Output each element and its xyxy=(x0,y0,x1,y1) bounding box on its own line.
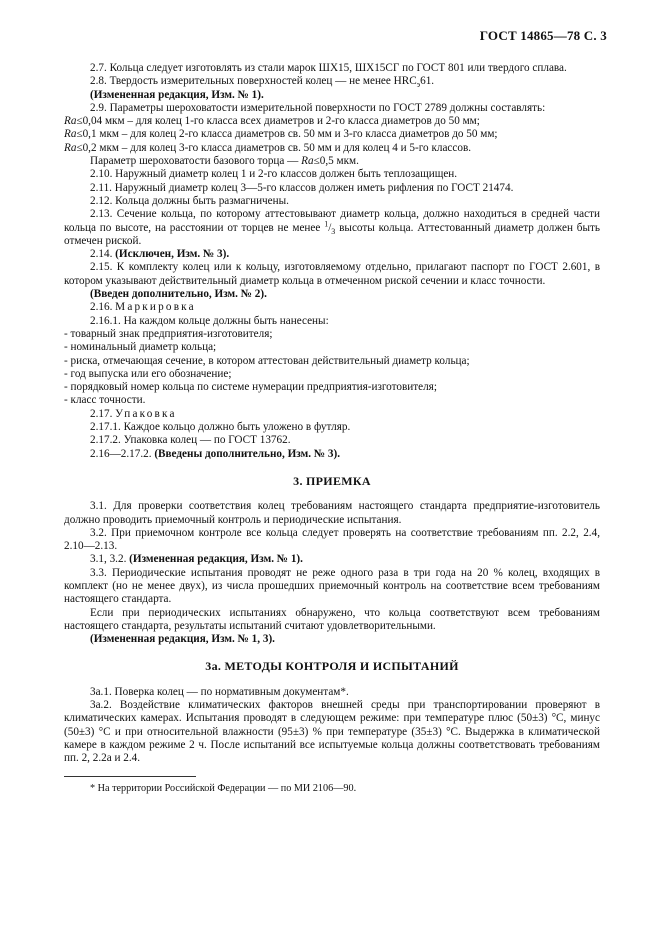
marking-list xyxy=(64,328,600,408)
clause-2-8: 2.8. Твердость измерительных поверхностей колец — не менее $HRC_э61$. xyxy=(90,75,435,90)
section-heading-acceptance: 3. ПРИЕМКА xyxy=(293,473,371,488)
clause-3a-2: 3а.2. Воздействие климатических факторов внешней среды при транспортировании проверяют в климатических камерах. Испытания проводят в следующем режиме: при температуре плюс (50±3) °С, минус (50±3) °С и при относительной влажности (95±3) % при температуре (35±3) °С. Выдержка в климатической камере в каждом режиме 2 ч. После испытаний все испытуемые кольца должны соответствовать требованиям пп. 2, 2.2а и 2.4. xyxy=(64,699,600,765)
clause-2-11: 2.11. Наружный диаметр колец 3—5-го классов должен иметь рифления по ГОСТ 21474. xyxy=(90,181,514,194)
section-heading-methods: 3а. МЕТОДЫ КОНТРОЛЯ И ИСПЫТАНИЙ xyxy=(205,659,459,674)
list-item: - риска, отмечающая сечение, в котором аттестован действительный диаметр кольца; xyxy=(64,354,470,367)
amendment-note: (Измененная редакция, Изм. № 1). xyxy=(90,88,264,101)
amendment-note: 2.16—2.17.2. (Введены дополнительно, Изм. № 3). xyxy=(90,447,340,460)
amendment-note: 3.1, 3.2. (Измененная редакция, Изм. № 1). xyxy=(90,553,303,566)
list-item: - класс точности. xyxy=(64,394,146,407)
roughness-line: Ra≤0,1 мкм – для колец 2-го класса диаметров св. 50 мм и 3-го класса диаметров до 50 мм; xyxy=(64,128,498,141)
clause-3-3-cont: Если при периодических испытаниях обнаружено, что кольца соответствуют всем требованиям настоящего стандарта, результаты испытаний считают удовлетворительными. xyxy=(64,606,600,632)
clause-2-15: 2.15. К комплекту колец или к кольцу, изготовляемому отдельно, прилагают паспорт по ГОСТ 2.601, в котором указывают действительный диаметр кольца в отмеченном риской сечении и класс точности. xyxy=(64,261,600,287)
clause-2-12: 2.12. Кольца должны быть размагничены. xyxy=(90,194,289,207)
page-header: ГОСТ 14865—78 С. 3 xyxy=(479,28,607,43)
clause-3a-1: 3а.1. Поверка колец — по нормативным документам*. xyxy=(90,685,349,698)
clause-2-9: 2.9. Параметры шероховатости измерительной поверхности по ГОСТ 2789 должны составлять: xyxy=(90,101,546,114)
clause-2-10: 2.10. Наружный диаметр колец 1 и 2-го классов должен быть теплозащищен. xyxy=(90,168,458,181)
clause-3-1: 3.1. Для проверки соответствия колец требованиям настоящего стандарта предприятие-изготовитель должно проводить приемочный контроль и периодические испытания. xyxy=(64,500,600,526)
roughness-line: Ra≤0,04 мкм – для колец 1-го класса всех диаметров и 2-го класса диаметров до 50 мм; xyxy=(64,115,480,128)
amendment-note: (Измененная редакция, Изм. № 1, 3). xyxy=(90,633,275,646)
roughness-base: Параметр шероховатости базового торца — Ra≤0,5 мкм. xyxy=(90,155,359,168)
clause-2-13: 2.13. Сечение кольца, по которому аттестовывают диаметр кольца, должно находиться в средней части кольца по высоте, на расстоянии от торцев не менее $^1/_3$ высоты кольца. Аттестованный диаметр должен быть отмечен риской. xyxy=(64,208,600,247)
list-item: - номинальный диаметр кольца; xyxy=(64,341,217,354)
amendment-note: (Введен дополнительно, Изм. № 2). xyxy=(90,288,267,301)
clause-2-16: 2.16. Маркировка xyxy=(90,301,196,314)
clause-3-3: 3.3. Периодические испытания проводят не реже одного раза в три года на 20 % колец, входящих в комплект (но не менее двух), из числа прошедших приемочный контроль на соответствие всем требованиям настоящего стандарта. xyxy=(64,566,600,606)
list-item: - порядковый номер кольца по системе нумерации предприятия-изготовителя; xyxy=(64,381,437,394)
roughness-line: Ra≤0,2 мкм – для колец 3-го класса диаметров св. 50 мм и для колец 4 и 5-го классов. xyxy=(64,141,472,154)
clause-2-17-2: 2.17.2. Упаковка колец — по ГОСТ 13762. xyxy=(90,434,291,447)
footnote: * На территории Российской Федерации — по МИ 2106—90. xyxy=(90,782,357,794)
clause-2-17-1: 2.17.1. Каждое кольцо должно быть уложено в футляр. xyxy=(90,421,351,434)
footnote-divider xyxy=(64,776,196,777)
clause-2-16-1: 2.16.1. На каждом кольце должны быть нанесены: xyxy=(90,314,329,327)
list-item: - год выпуска или его обозначение; xyxy=(64,367,232,380)
document-body xyxy=(64,62,600,795)
list-item: - товарный знак предприятия-изготовителя; xyxy=(64,327,273,340)
clause-2-17: 2.17. Упаковка xyxy=(90,407,177,420)
clause-3-2: 3.2. При приемочном контроле все кольца следует проверять на соответствие требованиям пп. 2.2, 2.4, 2.10—2.13. xyxy=(64,526,600,553)
clause-2-7: 2.7. Кольца следует изготовлять из стали марок ШХ15, ШХ15СГ по ГОСТ 801 или твердого сплава. xyxy=(90,62,567,74)
clause-2-14: 2.14. (Исключен, Изм. № 3). xyxy=(90,248,230,261)
